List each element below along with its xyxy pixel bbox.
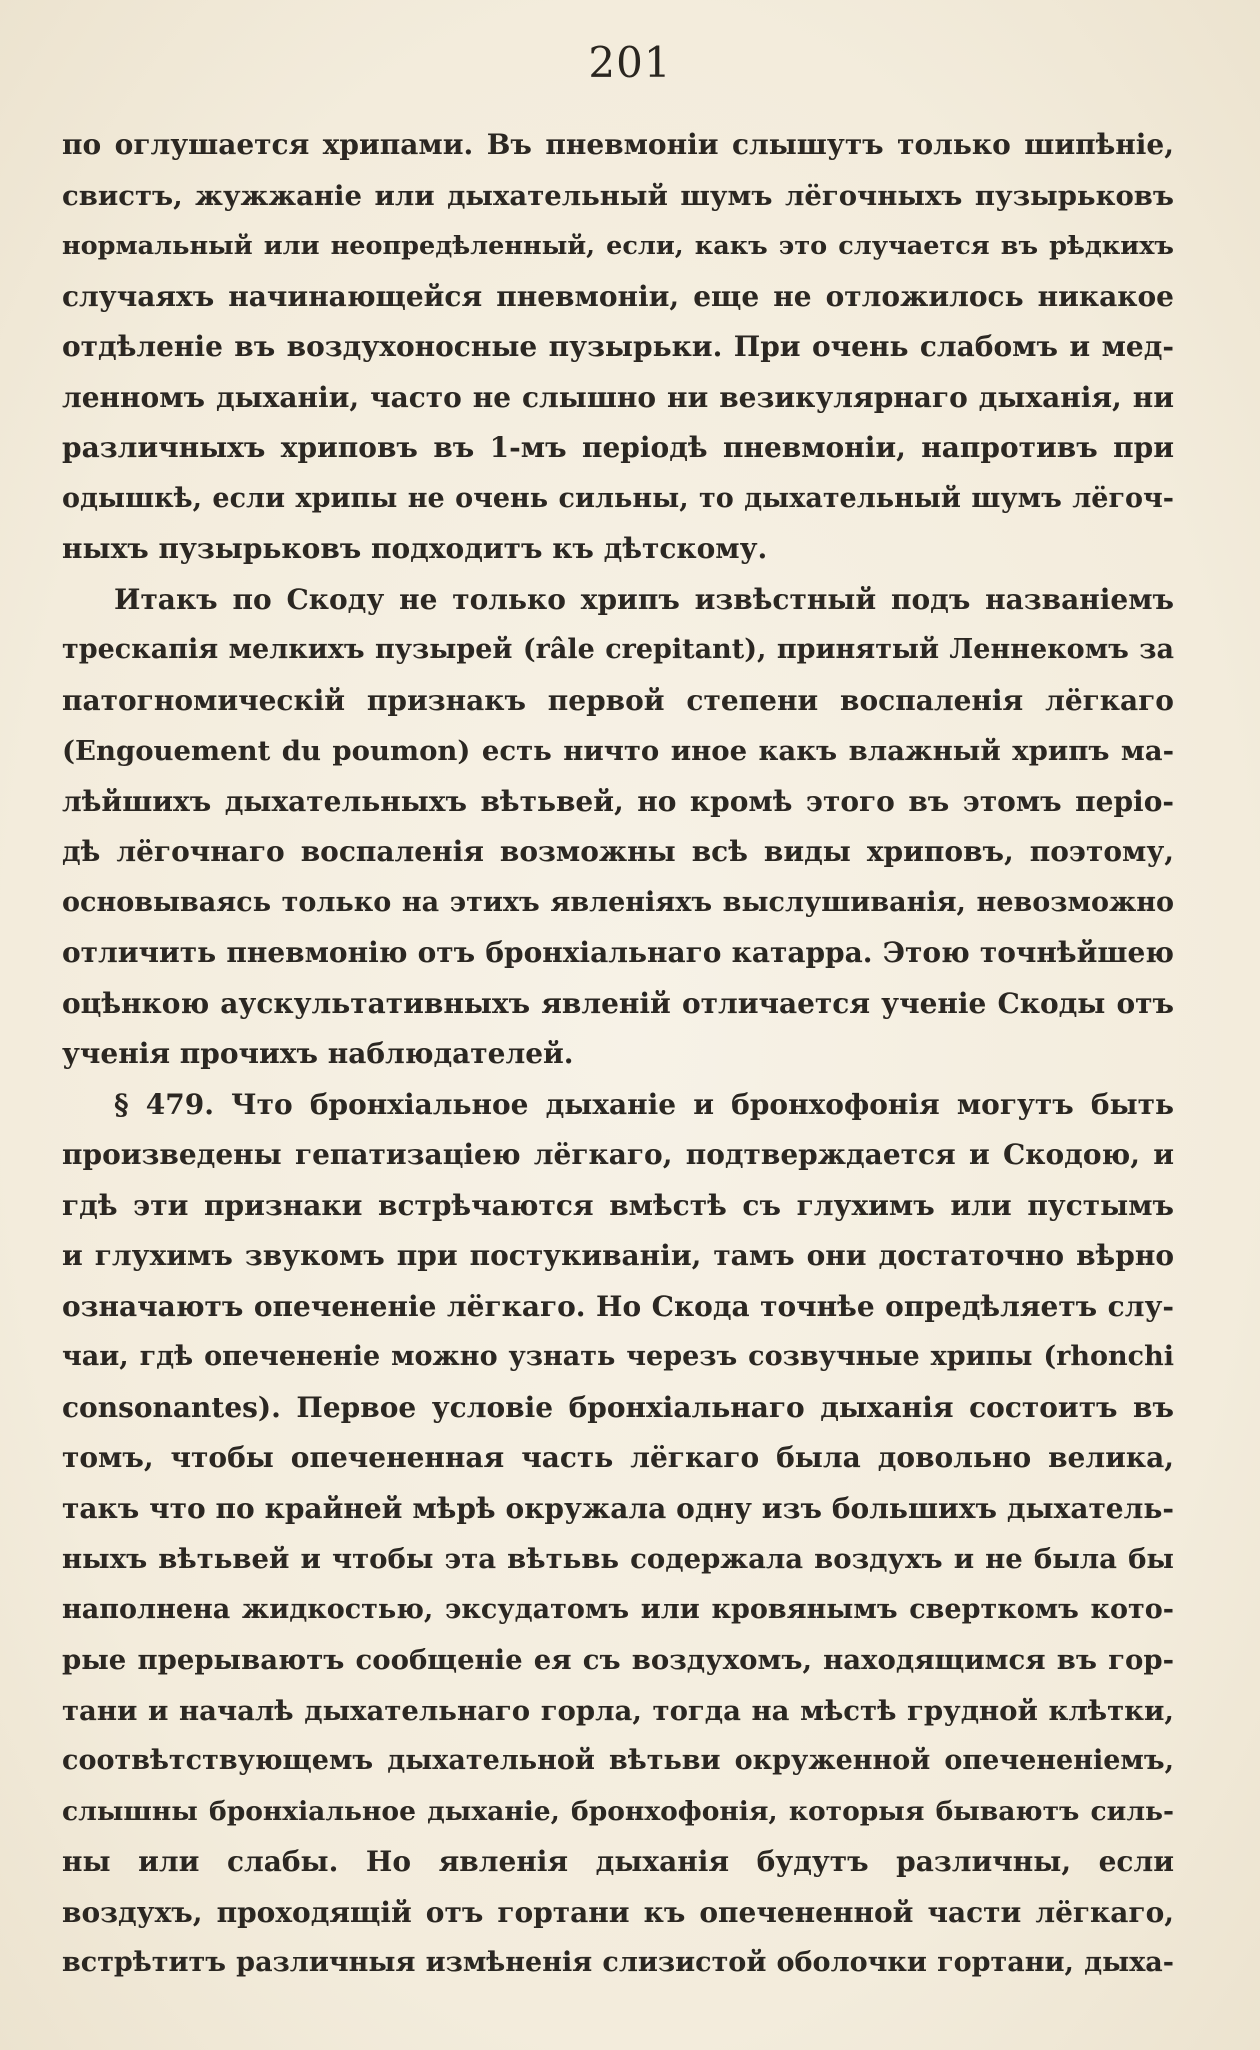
text-line: отличить пневмонію отъ бронхіальнаго катарра. Этою точнѣйшею [62, 936, 1174, 969]
text-line: ученія прочихъ наблюдателей. [62, 1037, 574, 1070]
text-line: и глухимъ звукомъ при постукиваніи, тамъ они достаточно вѣрно [62, 1239, 1174, 1272]
text-line: слышны бронхіальное дыханіе, бронхофонія, которыя бываютъ силь- [62, 1795, 1174, 1827]
text-line: лѣйшихъ дыхательныхъ вѣтьвей, но кромѣ этого въ этомъ періо- [62, 784, 1174, 818]
text-line: рые прерываютъ сообщеніе ея съ воздухомъ, находящимся въ гор- [62, 1644, 1174, 1676]
text-line: ны или слабы. Но явленія дыханія будутъ различны, если [62, 1845, 1174, 1878]
text-line: consonantes). Первое условіе бронхіальнаго дыханія состоитъ въ [62, 1390, 1174, 1424]
text-line: воздухъ, проходящій отъ гортани къ опечененной части лёгкаго, [62, 1895, 1174, 1929]
text-line: одышкѣ, если хрипы не очень сильны, то дыхательный шумъ лёгоч- [62, 482, 1174, 514]
text-line: патогномическій признакъ первой степени воспаленія лёгкаго [62, 683, 1174, 717]
paragraph-start-line: Итакъ по Скоду не только хрипъ извѣстный подъ названіемъ [114, 582, 1174, 616]
section-heading-line: § 479. Что бронхіальное дыханіе и бронхофонія могутъ быть [114, 1087, 1174, 1121]
text-line: оцѣнкою аускультативныхъ явленій отличается ученіе Скоды отъ [62, 986, 1174, 1020]
text-line: гдѣ эти признаки встрѣчаются вмѣстѣ съ глухимъ или пустымъ [62, 1188, 1174, 1222]
body-text [62, 120, 1174, 1989]
text-line: ленномъ дыханіи, часто не слышно ни везикулярнаго дыханія, ни [62, 380, 1174, 414]
text-line: томъ, чтобы опечененная часть лёгкаго была довольно велика, [62, 1441, 1174, 1474]
text-line: (Engouement du poumon) есть ничто иное какъ влажный хрипъ ма- [62, 735, 1174, 767]
text-line: отдѣленіе въ воздухоносные пузырьки. При очень слабомъ и мед- [62, 330, 1174, 363]
text-line: чаи, гдѣ опечененіе можно узнать черезъ созвучные хрипы (rhonchi [62, 1341, 1174, 1372]
text-line: различныхъ хриповъ въ 1-мъ періодѣ пневмоніи, напротивъ при [62, 431, 1174, 464]
text-line: такъ что по крайней мѣрѣ окружала одну изъ большихъ дыхатель- [62, 1491, 1174, 1525]
text-line: нормальный или неопредѣленный, если, какъ это случается въ рѣдкихъ [62, 231, 1174, 261]
page-number: 201 [588, 38, 672, 87]
text-line: соотвѣтствующемъ дыхательной вѣтьви окруженной опечененіемъ, [62, 1745, 1174, 1776]
text-line: по оглушается хрипами. Въ пневмоніи слышутъ только шипѣніе, [62, 128, 1174, 161]
text-line: произведены гепатизаціею лёгкаго, подтверждается и Скодою, и [62, 1138, 1174, 1171]
text-line: ныхъ вѣтьвей и чтобы эта вѣтьвь содержала воздухъ и не была бы [62, 1543, 1174, 1575]
text-line: ныхъ пузырьковъ подходитъ къ дѣтскому. [62, 532, 768, 565]
text-line: означаютъ опечененіе лёгкаго. Но Скода точнѣе опредѣляетъ слу- [62, 1289, 1174, 1323]
text-line: тани и началѣ дыхательнаго горла, тогда на мѣстѣ грудной клѣтки, [62, 1694, 1174, 1727]
text-line: основываясь только на этихъ явленіяхъ выслушиванія, невозможно [62, 886, 1174, 918]
text-line: дѣ лёгочнаго воспаленія возможны всѣ виды хриповъ, поэтому, [62, 835, 1174, 868]
text-line: свистъ, жужжаніе или дыхательный шумъ лёгочныхъ пузырьковъ [62, 179, 1174, 212]
text-line: встрѣтитъ различныя измѣненія слизистой оболочки гортани, дыха- [62, 1947, 1174, 1978]
text-line: случаяхъ начинающейся пневмоніи, еще не отложилось никакое [62, 279, 1174, 313]
text-line: трескапія мелкихъ пузырей (râle crepitant), принятый Леннекомъ за [62, 634, 1174, 665]
text-line: наполнена жидкостью, эксудатомъ или кровянымъ сверткомъ кото- [62, 1593, 1174, 1625]
